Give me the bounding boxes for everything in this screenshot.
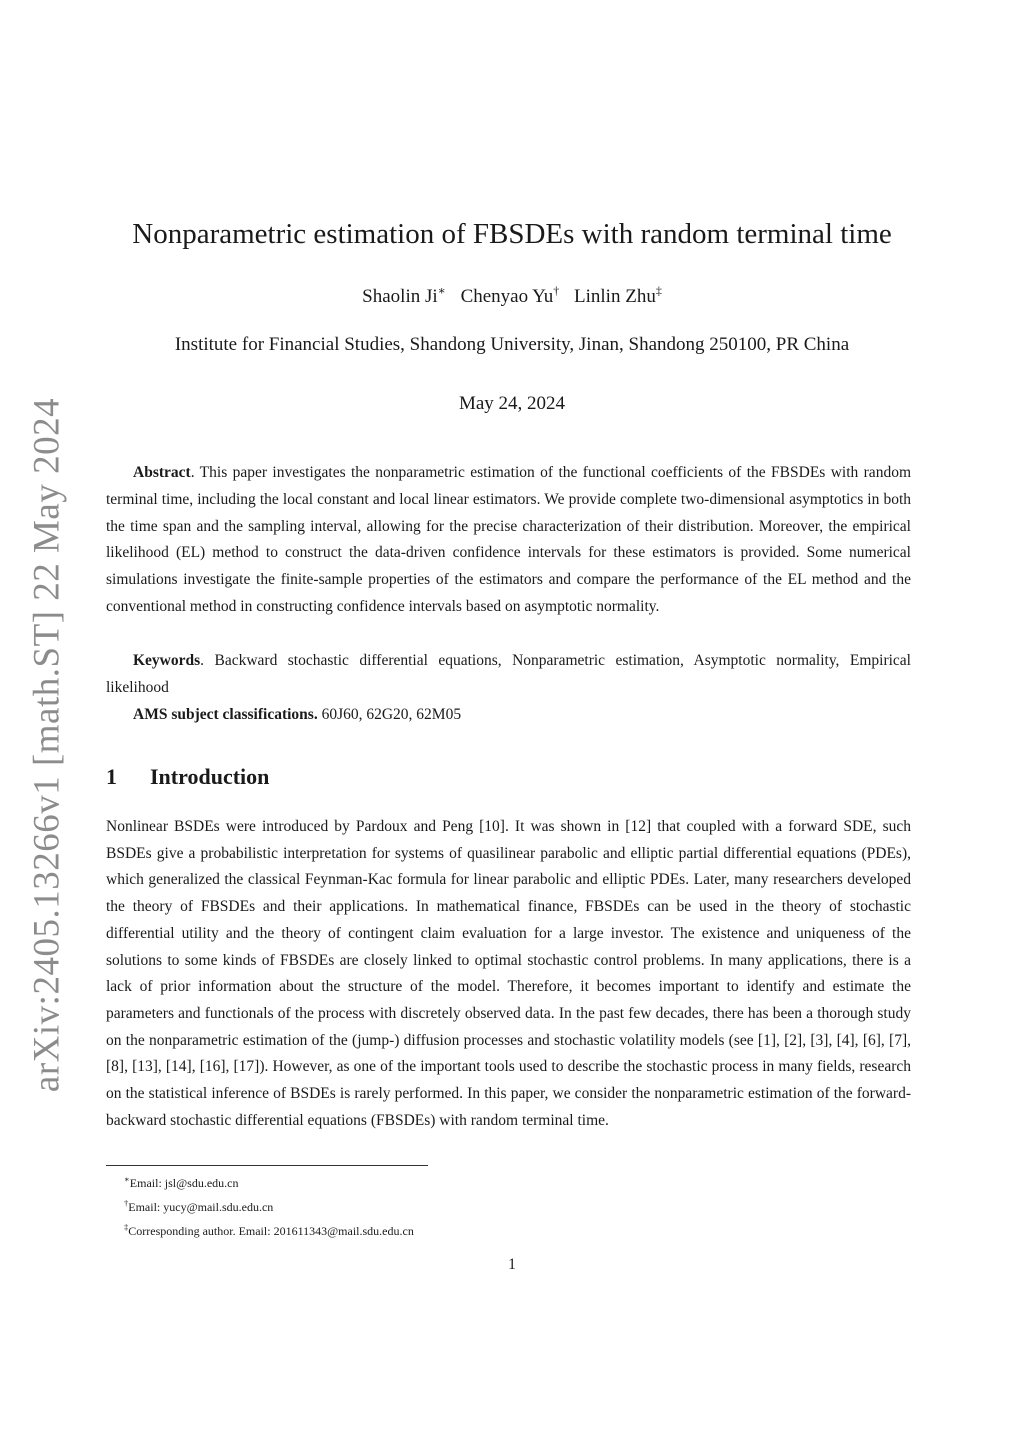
footnotes: [124, 1169, 414, 1241]
author-name: Shaolin Ji∗: [362, 284, 446, 308]
paper-title: Nonparametric estimation of FBSDEs with random terminal time: [132, 218, 892, 250]
author-list: [0, 284, 1024, 308]
section-heading: [106, 764, 269, 790]
keywords-label: Keywords: [133, 652, 201, 669]
ams-classifications: [106, 702, 911, 729]
author-name: Chenyao Yu†: [460, 284, 560, 308]
page-number: 1: [508, 1256, 516, 1273]
abstract-text: . This paper investigates the nonparametric estimation of the functional coefficients of the FBSDEs with random terminal time, including the local constant and local linear estimators. We provide complete two-dimensional asymptotics in both the time span and the sampling interval, allowing for the precise characterization of their distribution. Moreover, the empirical likelihood (EL) method to construct the data-driven confidence intervals for these estimators is provided. Some numerical simulations investigate the finite-sample properties of the estimators and compare the performance of the EL method and the conventional method in constructing confidence intervals based on asymptotic normality.: [106, 464, 911, 615]
arxiv-identifier-stamp: arXiv:2405.13266v1 [math.ST] 22 May 2024: [26, 397, 68, 1093]
author-name: Linlin Zhu‡: [574, 284, 662, 308]
footnote: ∗Email: jsl@sdu.edu.cn: [124, 1174, 239, 1190]
section-title: Introduction: [150, 764, 270, 789]
footnote-rule: [106, 1165, 428, 1166]
section-number: 1: [106, 764, 117, 789]
footnote: ‡Corresponding author. Email: 201611343@mail.sdu.edu.cn: [124, 1222, 414, 1238]
affiliation: Institute for Financial Studies, Shandong University, Jinan, Shandong 250100, PR China: [174, 334, 850, 355]
keywords: [106, 648, 911, 702]
ams-codes: 60J60, 62G20, 62M05: [317, 706, 462, 723]
publication-date: May 24, 2024: [458, 393, 566, 414]
intro-paragraph: Nonlinear BSDEs were introduced by Pardoux and Peng [10]. It was shown in [12] that coupled with a forward SDE, such BSDEs give a probabilistic interpretation for systems of quasilinear parabolic and elliptic partial differential equations (PDEs), which generalized the classical Feynman-Kac formula for linear parabolic and elliptic PDEs. Later, many researchers developed the theory of FBSDEs and their applications. In mathematical finance, FBSDEs can be used in the theory of stochastic differential utility and the theory of contingent claim evaluation for a large investor. The existence and uniqueness of the solutions to some kinds of FBSDEs are closely linked to optimal stochastic control problems. In many applications, there is a lack of prior information about the structure of the model. Therefore, it becomes important to identify and estimate the parameters and functionals of the process with discretely observed data. In the past few decades, there has been a thorough study on the nonparametric estimation of the (jump-) diffusion processes and stochastic volatility models (see [1], [2], [3], [4], [6], [7], [8], [13], [14], [16], [17]). However, as one of the important tools used to describe the stochastic process in many fields, research on the statistical inference of BSDEs is rarely performed. In this paper, we consider the nonparametric estimation of the forward-backward stochastic differential equations (FBSDEs) with random terminal time.: [106, 818, 911, 1129]
ams-label: AMS subject classifications.: [133, 706, 318, 723]
footnote: †Email: yucy@mail.sdu.edu.cn: [124, 1198, 274, 1214]
abstract: [106, 460, 911, 621]
abstract-label: Abstract: [133, 464, 191, 481]
keywords-text: . Backward stochastic differential equations, Nonparametric estimation, Asymptotic normality, Empirical likelihood: [106, 652, 911, 696]
